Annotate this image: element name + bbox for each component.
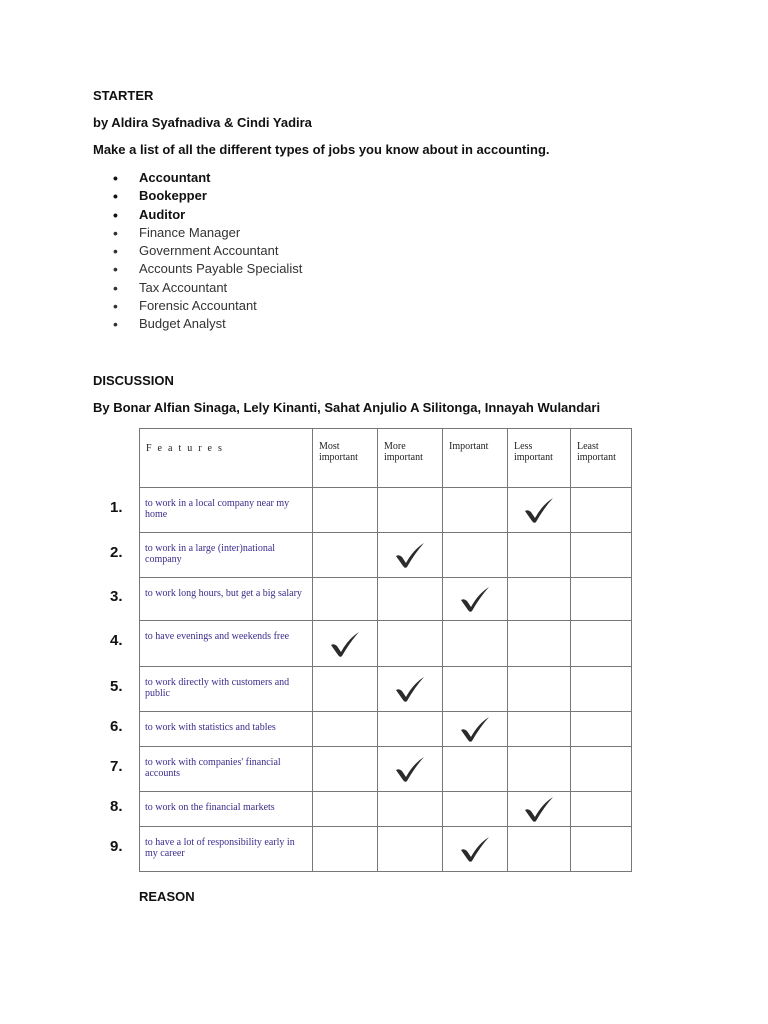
list-item: • Auditor: [113, 206, 302, 224]
checkmark-icon: [393, 540, 427, 570]
rating-cell: [508, 747, 571, 792]
feature-cell: to work in a local company near my home: [140, 488, 313, 533]
rating-cell: [443, 747, 508, 792]
header-features: Features: [140, 429, 313, 488]
table-row: [140, 747, 632, 792]
checkmark-icon: [458, 584, 492, 614]
rating-cell: [313, 792, 378, 827]
table-row: [140, 712, 632, 747]
rating-cell: [378, 747, 443, 792]
row-number: 5.: [110, 677, 123, 695]
discussion-byline: By Bonar Alfian Sinaga, Lely Kinanti, Sahat Anjulio A Silitonga, Innayah Wulandari: [93, 400, 601, 415]
rating-cell: [443, 578, 508, 621]
header-more-important: More important: [378, 429, 443, 488]
list-item: • Tax Accountant: [113, 279, 302, 297]
rating-cell: [508, 621, 571, 667]
rating-cell: [508, 712, 571, 747]
rating-cell: [508, 827, 571, 872]
rating-cell: [508, 667, 571, 712]
feature-cell: to have evenings and weekends free: [140, 621, 313, 667]
rating-cell: [443, 827, 508, 872]
header-least-important: Least important: [571, 429, 632, 488]
table-row: [140, 621, 632, 667]
row-number: 4.: [110, 632, 123, 649]
rating-cell: [313, 712, 378, 747]
row-number: 6.: [110, 717, 123, 735]
checkmark-icon: [458, 714, 492, 744]
discussion-heading: DISCUSSION: [93, 373, 174, 388]
list-item: • Forensic Accountant: [113, 297, 302, 315]
list-item: • Finance Manager: [113, 224, 302, 242]
jobs-list: [113, 169, 302, 334]
table-row: [140, 792, 632, 827]
features-table-image: [110, 428, 632, 870]
starter-heading: STARTER: [93, 88, 154, 103]
row-number: 9.: [110, 837, 123, 855]
rating-cell: [313, 827, 378, 872]
rating-cell: [443, 621, 508, 667]
header-most-important: Most important: [313, 429, 378, 488]
rating-cell: [378, 488, 443, 533]
rating-cell: [313, 747, 378, 792]
row-number: 8.: [110, 797, 123, 815]
list-item: • Budget Analyst: [113, 315, 302, 333]
rating-cell: [378, 621, 443, 667]
row-number: 2.: [110, 543, 123, 561]
features-table: [139, 428, 632, 872]
rating-cell: [378, 792, 443, 827]
feature-cell: to work long hours, but get a big salary: [140, 578, 313, 621]
list-item: • Government Accountant: [113, 242, 302, 260]
rating-cell: [378, 578, 443, 621]
header-important: Important: [443, 429, 508, 488]
row-number: 3.: [110, 587, 123, 605]
rating-cell: [378, 712, 443, 747]
reason-heading: REASON: [139, 889, 195, 904]
rating-cell: [443, 712, 508, 747]
starter-byline: by Aldira Syafnadiva & Cindi Yadira: [93, 115, 312, 130]
checkmark-icon: [458, 834, 492, 864]
rating-cell: [508, 488, 571, 533]
list-item: • Bookepper: [113, 187, 302, 205]
rating-cell: [313, 621, 378, 667]
checkmark-icon: [393, 754, 427, 784]
rating-cell: [443, 488, 508, 533]
rating-cell: [571, 667, 632, 712]
rating-cell: [571, 578, 632, 621]
rating-cell: [508, 533, 571, 578]
feature-cell: to work on the financial markets: [140, 792, 313, 827]
feature-cell: to work directly with customers and public: [140, 667, 313, 712]
rating-cell: [508, 578, 571, 621]
rating-cell: [508, 792, 571, 827]
feature-cell: to work with companies' financial accounts: [140, 747, 313, 792]
table-header-row: [140, 429, 632, 488]
rating-cell: [571, 621, 632, 667]
rating-cell: [571, 712, 632, 747]
feature-cell: to work with statistics and tables: [140, 712, 313, 747]
table-row: [140, 827, 632, 872]
rating-cell: [378, 667, 443, 712]
checkmark-icon: [522, 495, 556, 525]
rating-cell: [571, 747, 632, 792]
rating-cell: [313, 533, 378, 578]
starter-prompt: Make a list of all the different types of jobs you know about in accounting.: [93, 142, 550, 157]
rating-cell: [378, 533, 443, 578]
rating-cell: [443, 533, 508, 578]
list-item: • Accounts Payable Specialist: [113, 260, 302, 278]
list-item: • Accountant: [113, 169, 302, 187]
rating-cell: [313, 578, 378, 621]
rating-cell: [571, 792, 632, 827]
table-row: [140, 488, 632, 533]
rating-cell: [378, 827, 443, 872]
checkmark-icon: [328, 629, 362, 659]
table-row: [140, 667, 632, 712]
checkmark-icon: [522, 794, 556, 824]
rating-cell: [571, 827, 632, 872]
row-number: 1.: [110, 498, 123, 516]
table-row: [140, 578, 632, 621]
table-row: [140, 533, 632, 578]
row-number: 7.: [110, 757, 123, 775]
checkmark-icon: [393, 674, 427, 704]
header-less-important: Less important: [508, 429, 571, 488]
feature-cell: to have a lot of responsibility early in my career: [140, 827, 313, 872]
rating-cell: [313, 667, 378, 712]
rating-cell: [443, 792, 508, 827]
feature-cell: to work in a large (inter)national company: [140, 533, 313, 578]
rating-cell: [313, 488, 378, 533]
rating-cell: [443, 667, 508, 712]
rating-cell: [571, 533, 632, 578]
rating-cell: [571, 488, 632, 533]
